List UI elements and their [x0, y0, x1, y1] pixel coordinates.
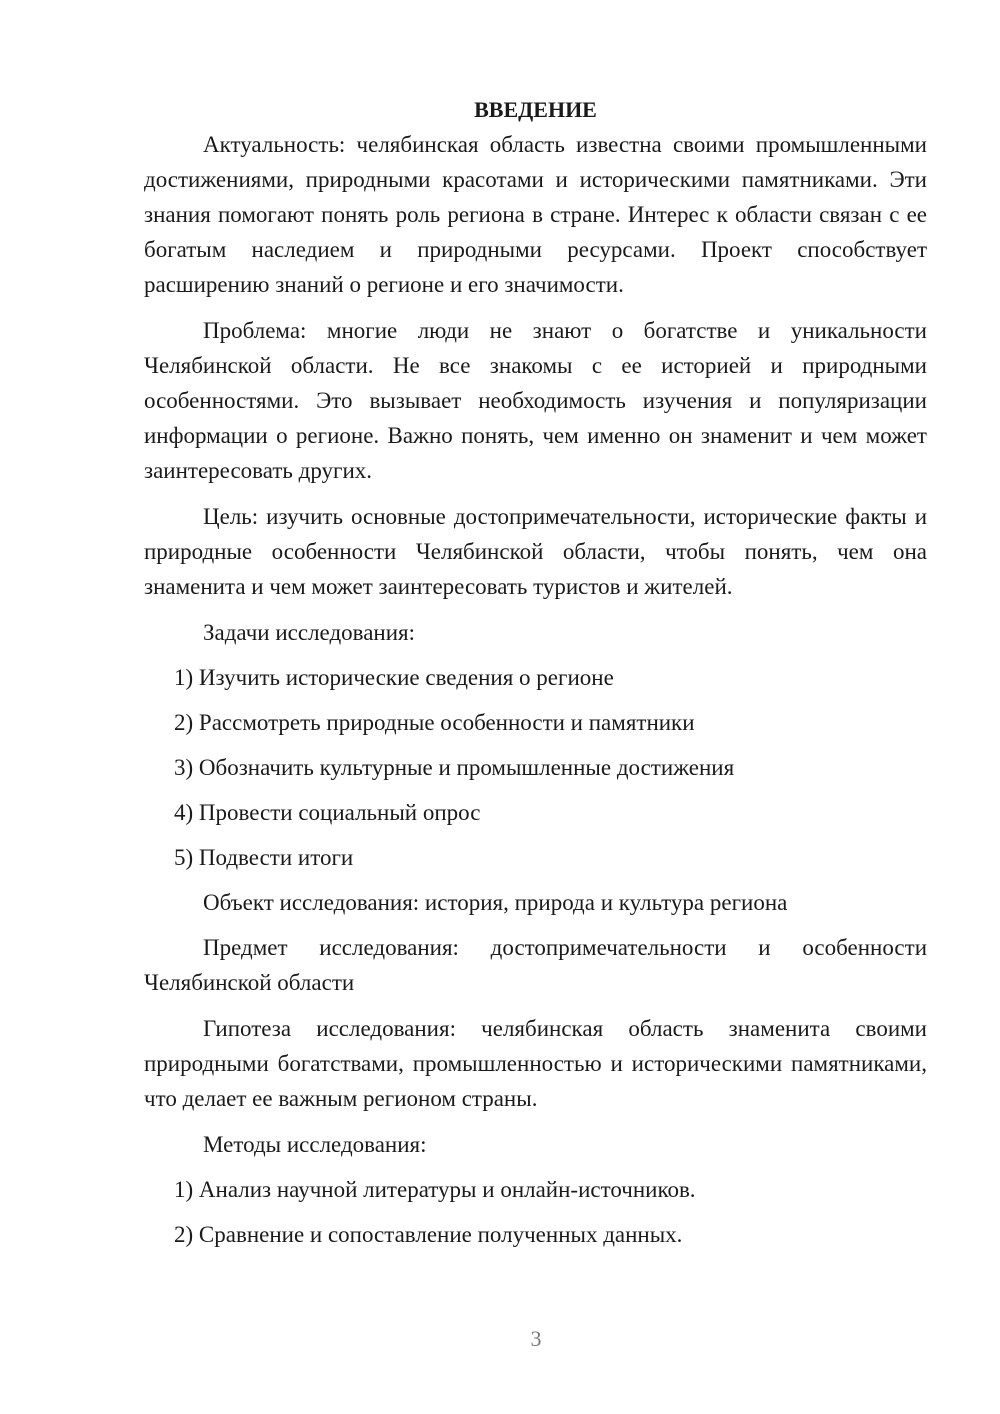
research-hypothesis: Гипотеза исследования: челябинская область знаменита своими природными богатствами, промышленностью и историческими памятниками, что делает ее важным регионом страны.: [144, 1016, 927, 1111]
problem-paragraph: Проблема: многие люди не знают о богатстве и уникальности Челябинской области. Не все знакомы с ее историей и природными особенностями. Это вызывает необходимость изучения и популяризации информации о регионе. Важно понять, чем именно он знаменит и чем может заинтересовать других.: [144, 318, 927, 483]
research-subject: Предмет исследования: достопримечательности и особенности Челябинской области: [144, 935, 927, 995]
method-item: 2) Сравнение и сопоставление полученных данных.: [174, 1222, 683, 1247]
page-number: 3: [530, 1326, 542, 1351]
tasks-heading: Задачи исследования:: [203, 620, 416, 645]
research-object: Объект исследования: история, природа и культура региона: [203, 890, 788, 915]
task-item: 2) Рассмотреть природные особенности и памятники: [174, 710, 695, 735]
method-item: 1) Анализ научной литературы и онлайн-источников.: [174, 1177, 696, 1202]
relevance-paragraph: Актуальность: челябинская область известна своими промышленными достижениями, природными красотами и историческими памятниками. Эти знания помогают понять роль региона в стране. Интерес к области связан с ее богатым наследием и природными ресурсами. Проект способствует расширению знаний о регионе и его значимости.: [144, 132, 927, 297]
document-body: [144, 92, 927, 1262]
task-item: 1) Изучить исторические сведения о регионе: [174, 665, 614, 690]
task-item: 5) Подвести итоги: [174, 845, 354, 870]
task-item: 3) Обозначить культурные и промышленные достижения: [174, 755, 735, 780]
task-item: 4) Провести социальный опрос: [174, 800, 481, 825]
goal-paragraph: Цель: изучить основные достопримечательности, исторические факты и природные особенности Челябинской области, чтобы понять, чем она знаменита и чем может заинтересовать туристов и жителей.: [144, 504, 927, 599]
section-title: ВВЕДЕНИЕ: [474, 97, 597, 122]
methods-heading: Методы исследования:: [203, 1132, 427, 1157]
